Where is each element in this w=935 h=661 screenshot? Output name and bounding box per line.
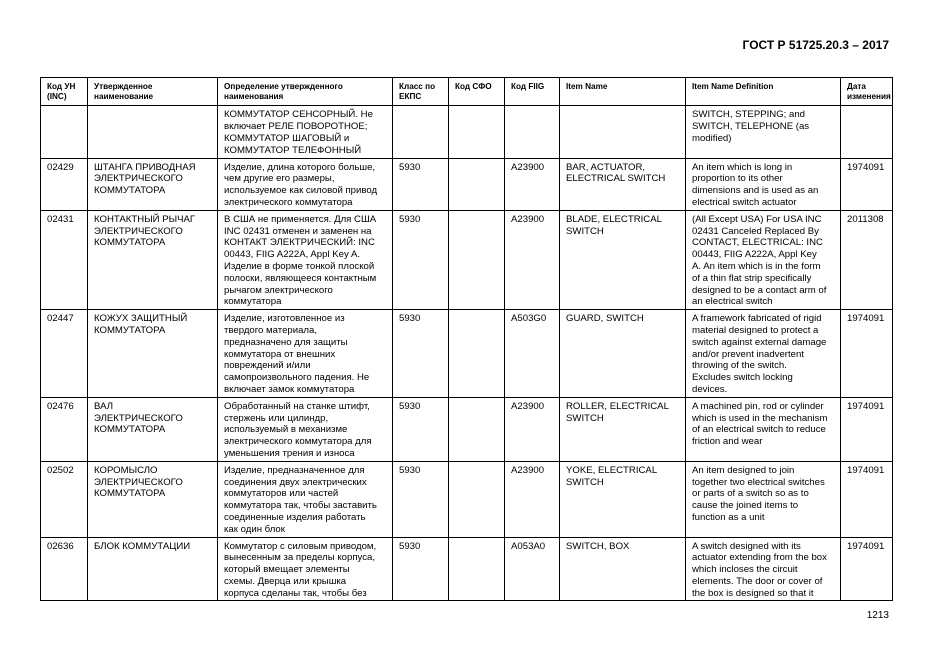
table-header-row [41,78,893,106]
cell-sfo-code [449,461,505,537]
col-header-definition-ru: Определение утвержденного наименования [218,78,393,106]
cell-name-ru: КОРОМЫСЛО ЭЛЕКТРИЧЕСКОГО КОММУТАТОРА [88,461,218,537]
cell-change-date: 1974091 [841,310,893,398]
cell-definition-ru: Обработанный на станке штифт, стержень или цилиндр, используемый в механизме электрического коммутатора для уменьшения трения и износа [218,397,393,461]
cell-item-name: YOKE, ELECTRICAL SWITCH [560,461,686,537]
table-row [41,310,893,398]
page-number: 1213 [866,610,889,621]
cell-definition-ru: Изделие, предназначенное для соединения двух электрических коммутаторов или частей коммутатора так, чтобы заставить соединенные изделия работать как один блок [218,461,393,537]
cell-inc: 02502 [41,461,88,537]
cell-change-date [841,106,893,158]
cell-item-definition: An item designed to join together two electrical switches or parts of a switch so as to cause the joined items to function as a unit [686,461,841,537]
cell-item-definition: SWITCH, STEPPING; and SWITCH, TELEPHONE (as modified) [686,106,841,158]
cell-item-definition: A machined pin, rod or cylinder which is used in the mechanism of an electrical switch to reduce friction and wear [686,397,841,461]
table-row [41,210,893,309]
cell-fiig-code: A053A0 [505,537,560,601]
col-header-ekps-class: Класс по ЕКПС [393,78,449,106]
table-row [41,397,893,461]
cell-name-ru: ВАЛ ЭЛЕКТРИЧЕСКОГО КОММУТАТОРА [88,397,218,461]
cell-fiig-code: A23900 [505,158,560,210]
col-header-sfo-code: Код СФО [449,78,505,106]
cell-inc [41,106,88,158]
cell-name-ru: БЛОК КОММУТАЦИИ [88,537,218,601]
cell-sfo-code [449,310,505,398]
cell-change-date: 1974091 [841,537,893,601]
cell-definition-ru: Изделие, длина которого больше, чем другие его размеры, используемое как силовой привод электрического коммутатора [218,158,393,210]
catalog-table [40,77,893,601]
col-header-item-definition: Item Name Definition [686,78,841,106]
col-header-item-name: Item Name [560,78,686,106]
table-row [41,461,893,537]
col-header-change-date: Дата изменения [841,78,893,106]
cell-sfo-code [449,158,505,210]
cell-change-date: 1974091 [841,397,893,461]
cell-sfo-code [449,537,505,601]
cell-definition-ru: КОММУТАТОР СЕНСОРНЫЙ. Не включает РЕЛЕ ПОВОРОТНОЕ; КОММУТАТОР ШАГОВЫЙ и КОММУТАТОР ТЕЛЕФОННЫЙ [218,106,393,158]
cell-sfo-code [449,397,505,461]
cell-ekps-class: 5930 [393,158,449,210]
cell-inc: 02431 [41,210,88,309]
cell-item-definition: (All Except USA) For USA INC 02431 Canceled Replaced By CONTACT, ELECTRICAL: INC 00443, FIIG A222A, Appl Key A. An item which is in the form of a thin flat strip specifically designed to be a contact arm of an electrical switch [686,210,841,309]
cell-item-name: BLADE, ELECTRICAL SWITCH [560,210,686,309]
cell-fiig-code: A503G0 [505,310,560,398]
cell-inc: 02429 [41,158,88,210]
cell-fiig-code [505,106,560,158]
cell-change-date: 1974091 [841,158,893,210]
table-row [41,537,893,601]
cell-sfo-code [449,210,505,309]
cell-name-ru: ШТАНГА ПРИВОДНАЯ ЭЛЕКТРИЧЕСКОГО КОММУТАТОРА [88,158,218,210]
cell-ekps-class: 5930 [393,397,449,461]
cell-item-definition: A framework fabricated of rigid material designed to protect a switch against external damage and/or prevent inadvertent throwing of the switch. Excludes switch locking devices. [686,310,841,398]
cell-item-name: BAR, ACTUATOR, ELECTRICAL SWITCH [560,158,686,210]
cell-definition-ru: Изделие, изготовленное из твердого материала, предназначено для защиты коммутатора от внешних повреждений и/или самопроизвольного падения. Не включает замок коммутатора [218,310,393,398]
cell-name-ru: КОНТАКТНЫЙ РЫЧАГ ЭЛЕКТРИЧЕСКОГО КОММУТАТОРА [88,210,218,309]
col-header-inc: Код УН (INC) [41,78,88,106]
cell-inc: 02636 [41,537,88,601]
cell-sfo-code [449,106,505,158]
cell-change-date: 2011308 [841,210,893,309]
cell-fiig-code: A23900 [505,397,560,461]
cell-item-name: GUARD, SWITCH [560,310,686,398]
cell-item-name [560,106,686,158]
table-body [41,106,893,601]
cell-item-name: ROLLER, ELECTRICAL SWITCH [560,397,686,461]
cell-fiig-code: A23900 [505,210,560,309]
cell-ekps-class: 5930 [393,210,449,309]
cell-fiig-code: A23900 [505,461,560,537]
cell-item-name: SWITCH, BOX [560,537,686,601]
cell-ekps-class [393,106,449,158]
document-code: ГОСТ Р 51725.20.3 – 2017 [742,38,889,52]
cell-inc: 02476 [41,397,88,461]
cell-change-date: 1974091 [841,461,893,537]
col-header-name-ru: Утвержденное наименование [88,78,218,106]
cell-definition-ru: Коммутатор с силовым приводом, вынесенным за пределы корпуса, который вмещает элементы схемы. Дверца или крышка корпуса сделаны так, чтобы без [218,537,393,601]
cell-item-definition: A switch designed with its actuator extending from the box which incloses the circuit elements. The door or cover of the box is designed so that it [686,537,841,601]
col-header-fiig-code: Код FIIG [505,78,560,106]
cell-definition-ru: В США не применяется. Для США INC 02431 отменен и заменен на КОНТАКТ ЭЛЕКТРИЧЕСКИЙ: INC 00443, FIIG A222A, Appl Key A. Изделие в форме тонкой плоской полоски, являющееся контактным рычагом электрического коммутатора [218,210,393,309]
cell-ekps-class: 5930 [393,461,449,537]
cell-name-ru [88,106,218,158]
cell-inc: 02447 [41,310,88,398]
table-row [41,106,893,158]
cell-item-definition: An item which is long in proportion to its other dimensions and is used as an electrical switch actuator [686,158,841,210]
table-row [41,158,893,210]
cell-name-ru: КОЖУХ ЗАЩИТНЫЙ КОММУТАТОРА [88,310,218,398]
cell-ekps-class: 5930 [393,310,449,398]
cell-ekps-class: 5930 [393,537,449,601]
